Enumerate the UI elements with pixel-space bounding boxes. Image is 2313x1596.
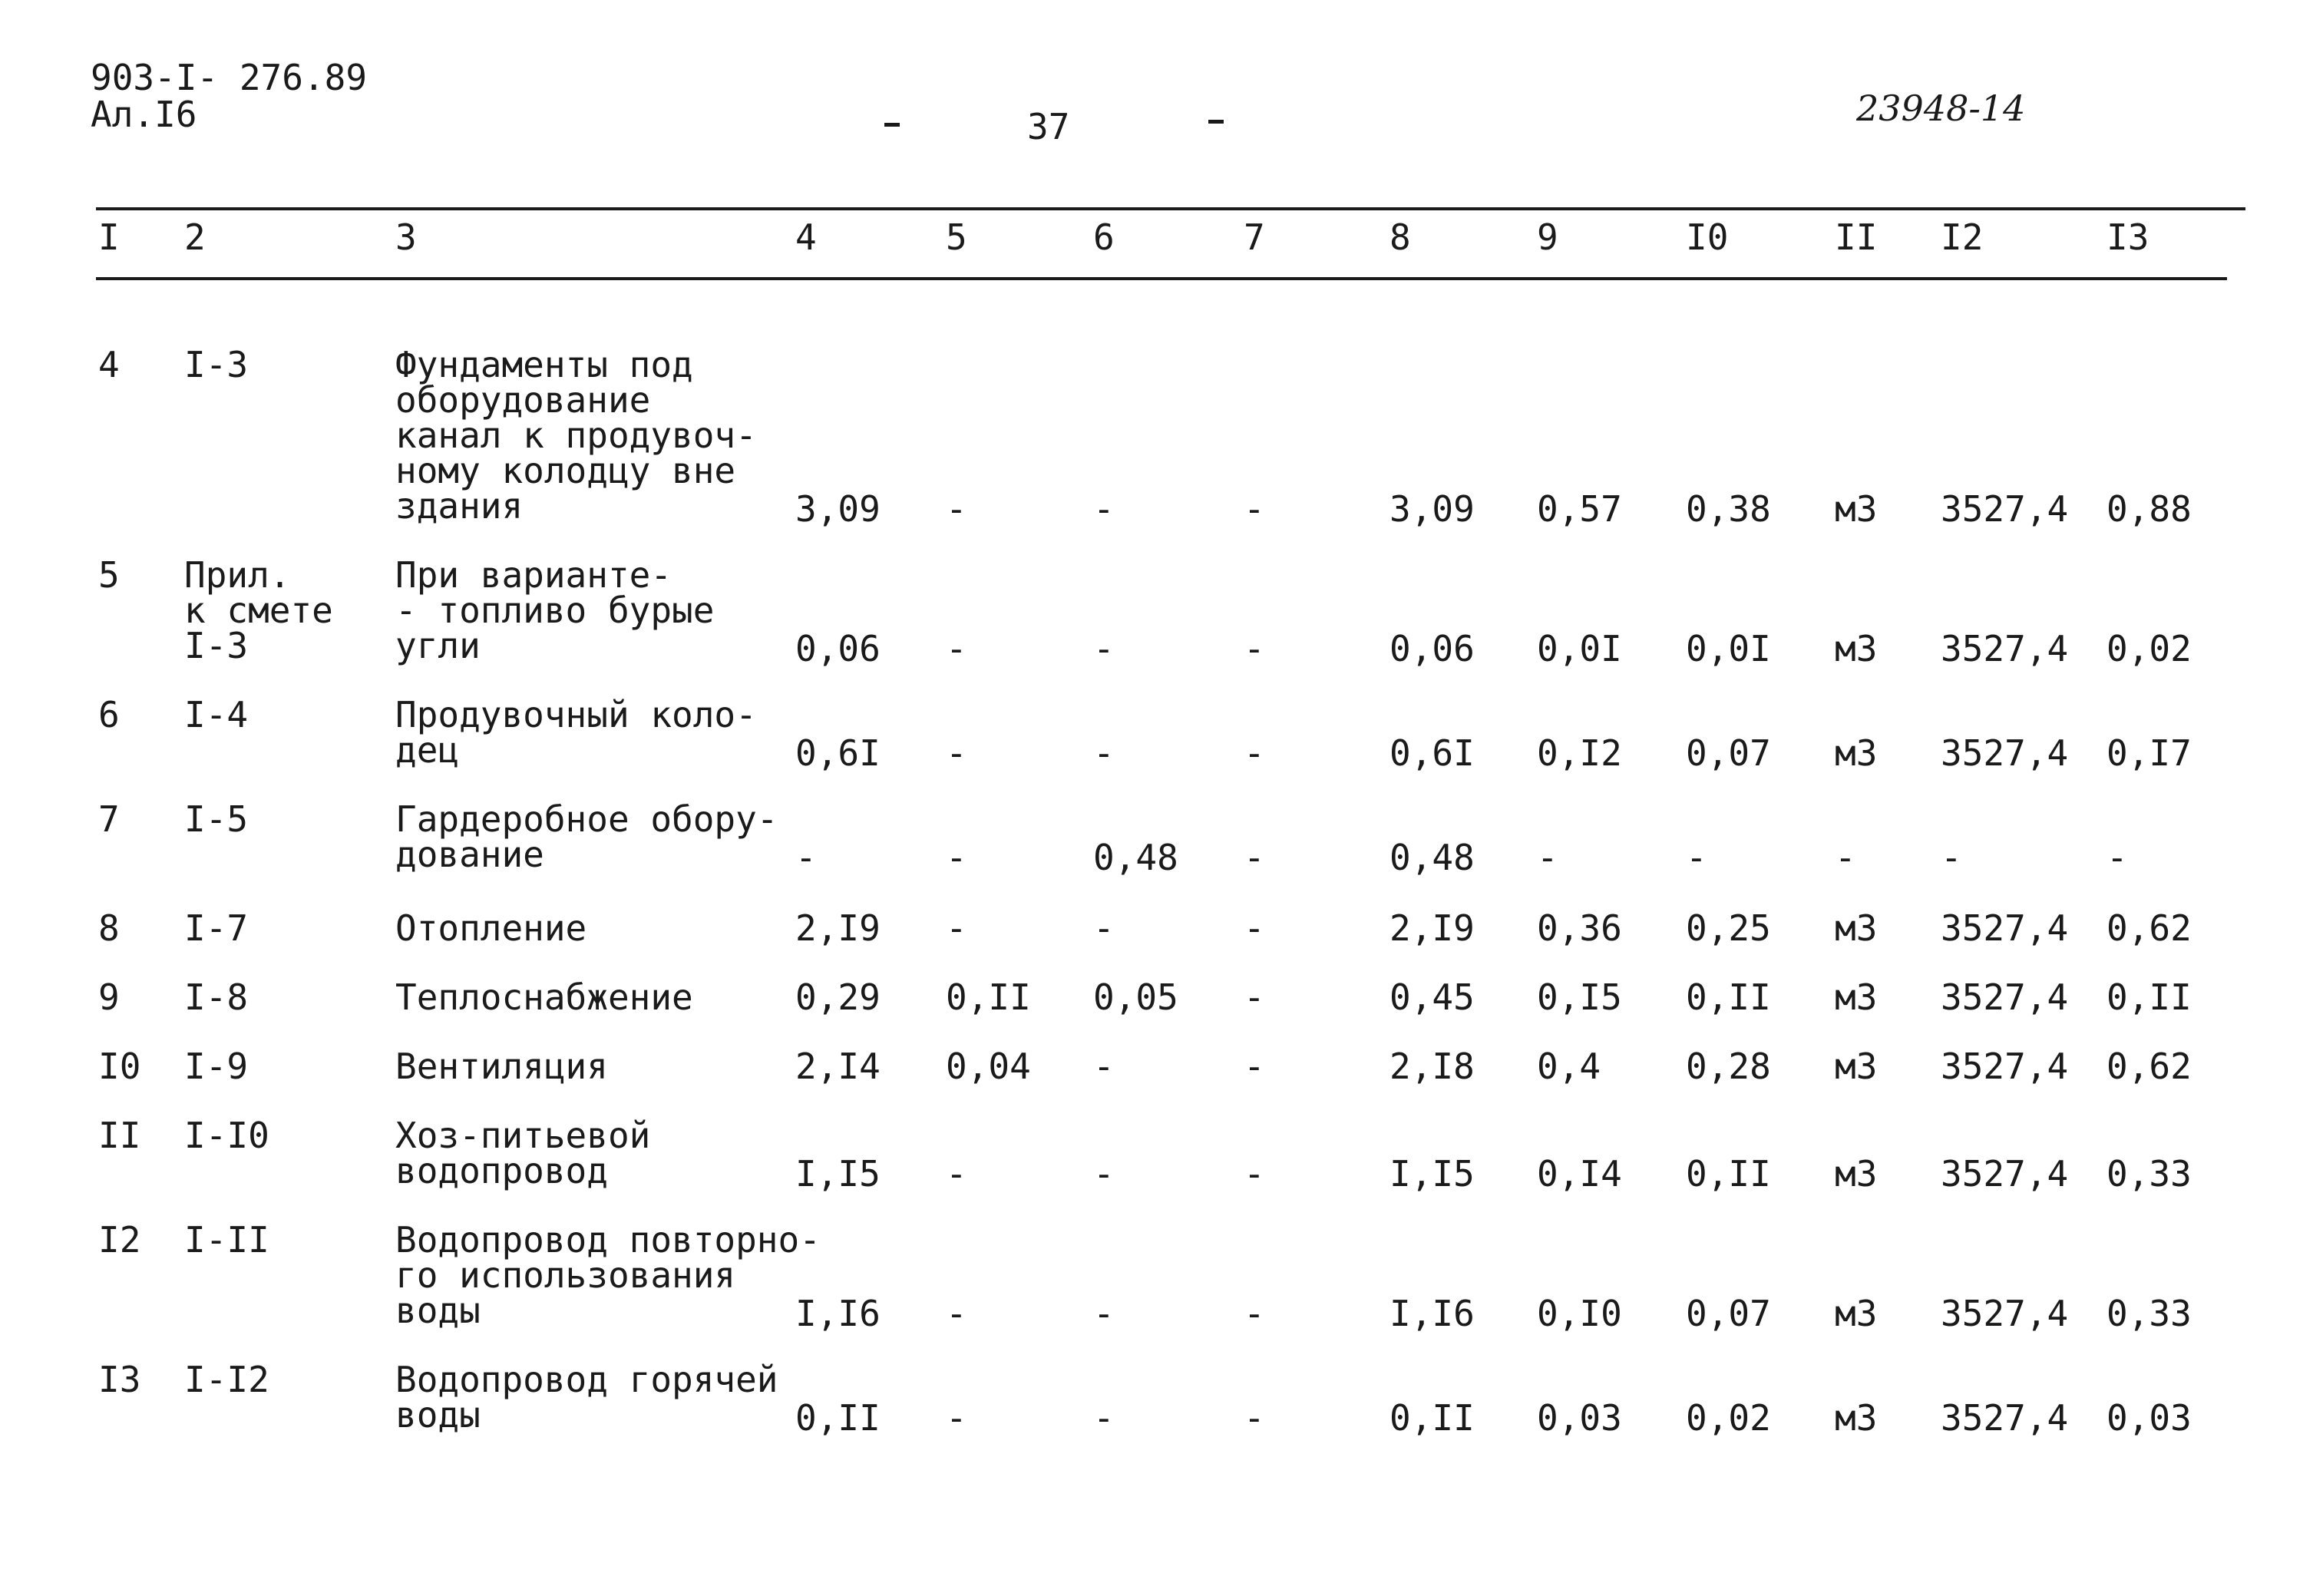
page-number: 37 [1027,106,1070,147]
row-reference: I-II [184,1219,269,1261]
row-value-10: 0,07 [1686,1293,1771,1334]
column-header: 2 [184,216,206,258]
row-value-7: - [1244,488,1265,530]
row-name: Фундаменты под оборудование канал к продувоч- ному колодцу вне здания [395,344,757,527]
row-value-9: 0,I4 [1537,1153,1622,1195]
row-number: 9 [98,976,120,1018]
row-value-5: - [946,628,967,669]
row-value-12: 3527,4 [1941,976,2069,1018]
column-header: I0 [1686,216,1729,258]
row-value-4: - [795,837,817,878]
row-value-6: - [1093,628,1115,669]
row-value-9: 0,I5 [1537,976,1622,1018]
row-number: II [98,1115,141,1156]
row-value-13: 0,02 [2106,628,2192,669]
row-value-6: - [1093,732,1115,774]
row-number: 4 [98,344,120,385]
row-value-8: I,I6 [1389,1293,1475,1334]
row-value-6: - [1093,1046,1115,1087]
table-top-rule [96,207,2245,210]
row-value-6: - [1093,1153,1115,1195]
row-value-12: - [1941,837,1962,878]
page-number-dash-right [1208,120,1224,124]
row-reference: I-5 [184,798,249,840]
row-value-13: 0,33 [2106,1153,2192,1195]
column-header: 6 [1093,216,1115,258]
row-name: Отопление [395,907,587,949]
row-unit: м3 [1835,976,1878,1018]
row-value-7: - [1244,1397,1265,1439]
row-name: Гардеробное обору- дование [395,798,778,875]
row-value-8: 2,I8 [1389,1046,1475,1087]
row-value-5: - [946,837,967,878]
row-value-10: 0,02 [1686,1397,1771,1439]
row-unit: м3 [1835,1293,1878,1334]
row-value-12: 3527,4 [1941,907,2069,949]
row-value-10: 0,II [1686,1153,1771,1195]
row-value-4: I,I5 [795,1153,881,1195]
table-header-row [0,216,2313,266]
column-header: I2 [1941,216,1984,258]
row-value-8: 0,6I [1389,732,1475,774]
row-value-7: - [1244,1293,1265,1334]
row-value-4: 2,I4 [795,1046,881,1087]
row-value-8: 0,48 [1389,837,1475,878]
row-value-9: - [1537,837,1558,878]
row-value-10: 0,25 [1686,907,1771,949]
row-reference: I-7 [184,907,249,949]
table-row [0,1219,2313,1334]
column-header: II [1835,216,1878,258]
row-value-4: 0,29 [795,976,881,1018]
row-value-5: - [946,1397,967,1439]
column-header: 8 [1389,216,1411,258]
row-unit: м3 [1835,628,1878,669]
document-code: 903-I- 276.89 [91,57,368,98]
row-value-6: - [1093,1293,1115,1334]
row-unit: м3 [1835,907,1878,949]
row-value-10: - [1686,837,1707,878]
row-value-7: - [1244,732,1265,774]
row-value-13: 0,33 [2106,1293,2192,1334]
row-value-8: 2,I9 [1389,907,1475,949]
document-number: 23948-14 [1856,88,2026,129]
table-row [0,1115,2313,1195]
row-name: Водопровод горячей воды [395,1359,778,1436]
row-name: Теплоснабжение [395,976,693,1018]
row-number: 8 [98,907,120,949]
row-value-12: 3527,4 [1941,628,2069,669]
row-value-4: 0,06 [795,628,881,669]
row-unit: м3 [1835,1397,1878,1439]
row-name: При варианте- - топливо бурые угли [395,554,715,666]
row-value-7: - [1244,1046,1265,1087]
column-header: 3 [395,216,417,258]
row-value-9: 0,I0 [1537,1293,1622,1334]
row-value-6: - [1093,907,1115,949]
row-reference: I-9 [184,1046,249,1087]
row-value-5: - [946,1293,967,1334]
table-row [0,907,2313,949]
table-row [0,694,2313,774]
column-header: 7 [1244,216,1265,258]
row-value-9: 0,36 [1537,907,1622,949]
row-value-13: 0,II [2106,976,2192,1018]
row-reference: I-I0 [184,1115,269,1156]
row-number: 7 [98,798,120,840]
row-reference: Прил. к смете I-3 [184,554,333,666]
row-reference: I-I2 [184,1359,269,1400]
row-value-12: 3527,4 [1941,1153,2069,1195]
row-unit: м3 [1835,1153,1878,1195]
table-row [0,1046,2313,1087]
row-value-7: - [1244,837,1265,878]
row-number: I0 [98,1046,141,1087]
row-value-13: 0,88 [2106,488,2192,530]
column-header: I3 [2106,216,2149,258]
row-value-7: - [1244,1153,1265,1195]
row-value-8: I,I5 [1389,1153,1475,1195]
row-name: Вентиляция [395,1046,608,1087]
table-row [0,554,2313,669]
row-unit: м3 [1835,732,1878,774]
row-value-13: 0,I7 [2106,732,2192,774]
row-value-13: 0,62 [2106,907,2192,949]
row-value-10: 0,0I [1686,628,1771,669]
row-reference: I-4 [184,694,249,735]
row-value-7: - [1244,628,1265,669]
row-value-10: 0,07 [1686,732,1771,774]
row-value-9: 0,0I [1537,628,1622,669]
row-value-7: - [1244,907,1265,949]
row-value-13: 0,62 [2106,1046,2192,1087]
row-value-13: - [2106,837,2128,878]
column-header: 4 [795,216,817,258]
page-number-dash-left [884,123,900,127]
sheet-label: Ал.I6 [91,94,197,135]
table-row [0,798,2313,878]
row-unit: - [1835,837,1856,878]
row-value-6: - [1093,1397,1115,1439]
row-value-9: 0,03 [1537,1397,1622,1439]
row-value-9: 0,I2 [1537,732,1622,774]
row-value-4: 2,I9 [795,907,881,949]
row-name: Хоз-питьевой водопровод [395,1115,651,1191]
row-value-9: 0,4 [1537,1046,1601,1087]
row-value-12: 3527,4 [1941,1397,2069,1439]
row-value-10: 0,38 [1686,488,1771,530]
table-row [0,344,2313,530]
row-unit: м3 [1835,1046,1878,1087]
table-header-rule [96,277,2227,280]
table-row [0,976,2313,1018]
row-value-5: - [946,907,967,949]
row-value-13: 0,03 [2106,1397,2192,1439]
row-value-5: 0,II [946,976,1031,1018]
row-value-7: - [1244,976,1265,1018]
row-value-9: 0,57 [1537,488,1622,530]
row-name: Продувочный коло- дец [395,694,757,771]
column-header: 5 [946,216,967,258]
row-reference: I-3 [184,344,249,385]
row-value-12: 3527,4 [1941,1293,2069,1334]
row-value-4: 0,II [795,1397,881,1439]
column-header: I [98,216,120,258]
row-value-6: 0,48 [1093,837,1178,878]
row-value-10: 0,28 [1686,1046,1771,1087]
row-number: I2 [98,1219,141,1261]
row-value-4: 3,09 [795,488,881,530]
row-number: I3 [98,1359,141,1400]
row-value-8: 0,06 [1389,628,1475,669]
row-value-6: 0,05 [1093,976,1178,1018]
row-value-4: 0,6I [795,732,881,774]
row-value-5: 0,04 [946,1046,1031,1087]
row-value-4: I,I6 [795,1293,881,1334]
table-row [0,1359,2313,1439]
row-value-8: 3,09 [1389,488,1475,530]
row-value-6: - [1093,488,1115,530]
row-value-12: 3527,4 [1941,732,2069,774]
row-value-12: 3527,4 [1941,1046,2069,1087]
row-value-12: 3527,4 [1941,488,2069,530]
row-value-5: - [946,732,967,774]
row-value-5: - [946,1153,967,1195]
row-name: Водопровод повторно- го использования воды [395,1219,821,1331]
row-value-10: 0,II [1686,976,1771,1018]
row-value-5: - [946,488,967,530]
row-number: 5 [98,554,120,596]
row-reference: I-8 [184,976,249,1018]
row-number: 6 [98,694,120,735]
row-value-8: 0,II [1389,1397,1475,1439]
row-value-8: 0,45 [1389,976,1475,1018]
column-header: 9 [1537,216,1558,258]
row-unit: м3 [1835,488,1878,530]
